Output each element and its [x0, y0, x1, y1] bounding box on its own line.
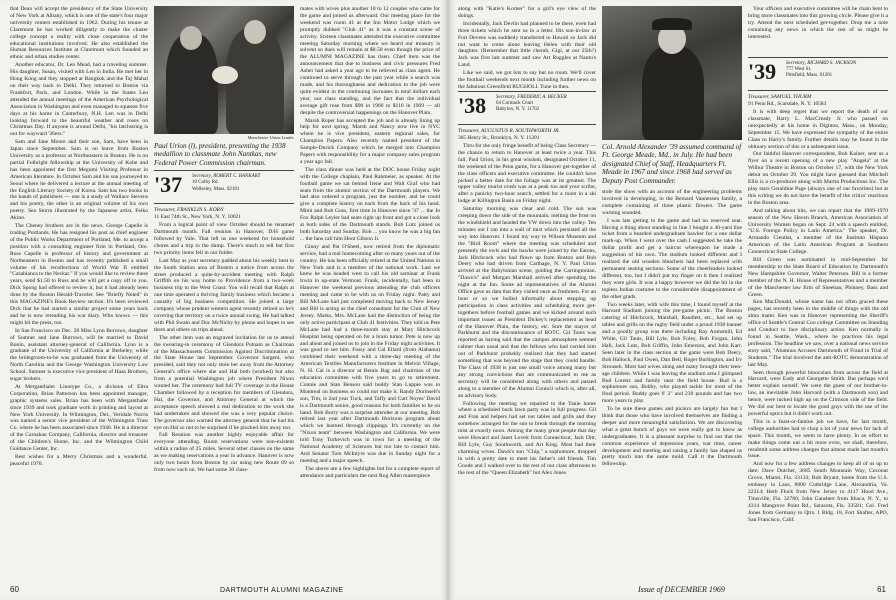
- paragraph: Ken MacDonald, whose name has not often graced these pages, has recently been in the middle of things with the old alma mater. Ken was in Hanover representing the Sheriff's office of Seattle's Central Coo college Committee on Standing and Conduct to face disciplinary action. Ken normally is found in Seattle, Wash., where he practices his legal profession. The headline we saw, over a national news service story said, "Alumnus Accuses Dartmouth of Fraud in Trial of Students." The trial involved the anti-ROTC demonstration of last May.: [748, 299, 888, 368]
- paragraph: Like we said, we got lots to say but no room. We'll cover the football weekends next month including further news on the fabulous Greenfield RUGHOLI. Tune in then.: [458, 70, 596, 88]
- treasurer-address: 91 Penn Rd., Scarsdale, N. Y. 10583: [748, 100, 827, 107]
- paragraph: Thru for the only fringe benefit of being Class Secretary — the chance to return to Hanover at least twice a year. This fall, Paul Urion, in his great wisdom, designated October 11, the weekend of the Penn game, for a Hanover get-together of the class officers and executive committee. He couldn't have picked a better date for the foliage was at its greatest. The upper valley tourist crush was at a peak too and your scribe, after a panicky two-hour search, settled for a room in a ski lodge at Killington Basin on Friday night.: [458, 143, 596, 205]
- paragraph: mates with wives plus another 10 to 12 couples who came for the game and joined us afterward. Our meeting place for the weekend was room 41 at the Inn Motor Lodge which we promptly dubbed "Club 41" as it was a constant scene of activity. Sixteen classmates attended the executive committee meeting Saturday morning where we heard our treasury is solvent so dues will remain at $8.50 even though the price of the ALUMNI MAGAZINE has risen. Chief item was the announcement that due to business and civic pressures Fred Asher had asked a year ago to be relieved as class agent. He continued to serve through the past year while a search was made, and his thoroughness and dedication to the job were quite evident in the continuing increases in total dollars each year, our class standing, and the fact that the individual average gift rose from $90 in 1966 to $116 in 1969 — all despite the controversial happenings on the Hanover Plain.: [300, 6, 440, 116]
- class-37-header: [154, 170, 294, 204]
- paragraph: Seen through powerful binoculars from across the field at Harvard, were Eady and Georgette Smith. But perhaps we'd better explain ourself. We were the guest of our brother-in-law, an inevitable John Harvard (with a Dartmouth son) and hence, were tucked high up on the Crimson side of the field. We did our best to locate the good guys with the use of the powerful optics but it didn't work out.: [748, 369, 888, 417]
- paragraph: The Cheney brothers are in the news. George Capelle is trading Portlands. He has resigned his post as chief engineer of the Public Works Department of Portland, Me. to accept a position with a consulting engineer firm in Portland, Ore. Russ Capelle is professor of history and government at Northeastern in Boston and has recently published a small volume of his recollections of World War II entitled "Casablanca to the Neckar." If you would like to review these years, send $1.50 to Russ and he will get a copy off to you. Dick Spong had offered to review it, but it had already been done by the Boston Herald-Traveler. See "Briefly Noted" in this MAGAZINE's Book Review section. It's been reviewed Dick that he had started a similar project some years back and he is now rereading his war diary. Who knows — this might hit the press, too.: [10, 223, 148, 326]
- secretary-name: Secretary, RICHARD S. JACKSON: [786, 61, 857, 66]
- secretary-block: [496, 95, 567, 114]
- paragraph: The other item was an engraved invitation for us to attend the swearing-in ceremony of Glendora Putnam as Chairman of the Massachusetts Commission Against Discrimination at the State House last September. Governor Sargent, who presided, said they not only stole her away from the Attorney General's office where she and Hal both (worked) but also from a potential Washington job where President Nixon wanted her. The ceremony had full TV coverage in the House Chamber followed by a reception for members of Glendora, Hal, the Governor, and Attorney General at which the acceptance speech showed a real dedication to the work she had undertaken and showed she was a very popular choice. The governor also warned the attorney general that he had his eye on Hal so not to be surprised if he plucked him away too.: [154, 334, 294, 431]
- class-number: '39: [748, 59, 777, 84]
- secretary-block: [786, 61, 856, 80]
- left-column-3: [300, 6, 440, 574]
- paragraph: Your officers and executive committee will be chain bent to bring more classmates into this growing circle. Please give it a try. Attend the next scheduled get-together. Drop me a note containing any news in which the rest of us might be interested.: [748, 6, 888, 40]
- paragraph: The above are a few highlights but for a complete report of attendance and particulars the next Rog Allen masterpiece: [300, 465, 440, 479]
- paragraph: that Dean will accept the presidency of the State University of New York at Albany, which is one of the state's four major university centers established in 1962. During his tenure at Claremont he has worked diligently to make the cluster college concept a reality with close cooperation of the educational institutions involved. He also established the Human Resources Institute at Claremont which founded an ethnic and urban studies center.: [10, 6, 148, 61]
- treasurer-name: Treasurer, FRANKLIN S. KORN: [154, 207, 224, 214]
- paragraph: Bill Green was nominated in mid-September for membership to the State Board of Education by Dartmouth's New Hampshire Governor, Walter Peterson. Bill is a former member of the N. H. House of Representatives and a member of the Manchester law firm of Sheehan, Phinney, Bass and Green.: [748, 257, 888, 298]
- secretary-name: Secretary, ROBERT C. BANKART: [192, 174, 261, 180]
- magazine-title: DARTMOUTH ALUMNI MAGAZINE: [220, 587, 344, 594]
- secretary-address-1: 777 West St.: [786, 67, 812, 73]
- photo-credit: Manchester Union Leader: [247, 135, 294, 140]
- paragraph: From a logical point of view October should be renamed Dartmouth month. Fall reunion in Hanover, D/H game followed by Yale. That left us one weekend for household chores and a trip to the dump. There's much to tell but first two priority items fell in our folder.: [154, 222, 294, 256]
- paragraph: stole the show with an account of the engineering problems involved in developing, in the Bernard Vannessen family, a complete containing of three plastic flowers. The game warning sounded.: [602, 189, 742, 216]
- treasurer-name: Treasurer, SAMUEL THURM: [748, 94, 812, 100]
- left-column-2-text: [154, 222, 294, 568]
- photo-alexander: [602, 6, 742, 140]
- paragraph: Our faithful Hanover correspondent, Bob Kainer, sent us a flyer on a recent opening of a new play "Angela" at the Wilbur Theatre in Boston on October 17, with the New York debut on October 29. You might have guessed that Mitchell Ellis is a co-producer along with Martin Productions Inc. The play stars Geraldine Page (always one of our favorites) but at this writing we do not have the benefit of the critics' reactions in the Boston area.: [748, 151, 888, 206]
- photo-caption: Col. Arnold Alexander '39 assumed command of Ft. George Meade, Md., in July. He had been designated Chief of Staff, Headquarters Ft. Meade in 1967 and since 1968 had served as Deputy Post Commander.: [602, 143, 742, 185]
- secretary-block: [192, 174, 260, 193]
- class-number: '38: [458, 93, 487, 118]
- right-column-1-text: [458, 143, 596, 569]
- right-column-1-top: [458, 6, 596, 88]
- secretary-address-1: 64 Cormack Court: [496, 101, 534, 107]
- secretary-address-2: Wellesley, Mass. 02181: [192, 186, 240, 192]
- treasurer-name: Treasurer, AUGUSTUS R. SOUTHWORTH JR.: [458, 128, 560, 134]
- paragraph: This is a feast-or-famine job we have, for last month, college authorities had to chop a lot of your news for lack of space. This month, we seem to have plenty. In an effort to make things come out a bit more even, we shall, therefore, resubmit some address changes that almost made last month's issue.: [748, 418, 888, 460]
- paragraph: To be sure these games and picnics are largely fun but I think that those who have involved themselves are finding a deeper and more meaningful satisfaction. We are discovering what a great bunch of guys we were really got to know as undergraduates. It is a pleasant surprise to find out that the common experience of depression years, war time, career development and meeting and raising a family has shaped us pretty much into the same mold. Call it the Dartmouth fellowship.: [602, 406, 742, 468]
- paragraph: Ginny and Pat O'Sheel, now retired from the diplomatic service, had a real homecoming after so many years out of the country. He has been officially retired at the United Nations in New York and is a member of the national work. Last we knew he was headed west to call his old seminar at Frank Irwin in up-state Vermont. Frank, incidentally, had been in Hanover the weekend previous attending the club officers meeting and came to be with us on Friday night. Patty and Bill McLane had just completed moving back to New Jersey and Bill is acting as the chief consultant for the Club of New Jersey. Marks, Mrs. McLane had the distinction of being the only active participant at Club 41 festivities. They told us Pete McLane had had a three-month stay at Mary Hitchcock Hospital being operated on for a brain tumor. Pete is now up and about and joined us to join in the Friday night activities. It was good to see him. Fossy and Cal Ellard (from Alabama) combined their weekend with a three-day meeting of the American Textiles Manufacturers Institute in Melvin Village, N. H. Cal is a director at Bemis Bag and chairman of the education committee with five years to go to retirement. Connie and Stan Benson said buddy Stan Luppie was in Montreal on business so could not make it. Randy Dorinsell's son, Tim, is 2nd year Tuck, and Taffy and Curt Noyes' David is a Dartmouth senior, good reasons for both families to be on hand. Bob Burry was a surprise attendee at our meeting. Bob retired last year after Dartmouth Horizons program about which we learned through clippings. It's currently on the "Nixon team" between Washington and California. We were told Tony Turkevich was in town for a meeting of the National Academy of Sciences but too late to contact him. And Senator Tom McIntyre was due in Sunday night for a meeting and a major speech.: [300, 243, 440, 464]
- paragraph: Saturday morning was clear and cold. The sun was creeping down the side of the mountain, melting the frost on the windshield and headed the VW down into the valley. Ten minutes out I ran into a wall of mist which persisted all the way into Hanover. I found my way to Wilson Museum and the "Bird Room" where the meeting was scheduled and presently the owls and the hawks were joined by the Eatons, Jack Hitchcock who had flown up from Boston and Bob Deery who had driven from Carthage, N. Y. Paul Urion arrived at the Babylonian scene, guiding the Carringtonian. "Dawn's" and Morgan Marshall arrived after spending the night at the Inn. Some ad representatives of the Alumni Office gave us data that they visited once as freshmen. For an hour or so we boiled informally about stepping up participation in class activities and scheduling more get-togethers before football games and we kicked around such important issues as President Dickey's replacement as head of the Hanover Plain, the history, etc. Sure the mayor of Parkhurst and the discontinuance of ROTC. Gil Tonis was reported as having said that the campus atmosphere seemed calmer than usual and that the fellows who had carried him out of Parkhurst probably realized that they had started something that was beyond the stage that they could handle. The Class of 1938 is just one small voice among many but any strong convictions that are communicated to me as secretary will be considered along with others and passed along to a member of the Alumni Council which is, after all, an advisory body.: [458, 206, 596, 399]
- paragraph: Incidentally, Jack Devlin had planned to be there, even had three tickets which he sent us in a letter. His son-in-law at Fort Devens was suddenly transferred to Hawaii so Jack did not want to come alone leaving Helen with their old daughter. (Remember that little cherub, Gigi, at our 25th?) Jack was first last summer and saw Art Ruggles at Nantu's Land.: [458, 20, 596, 69]
- right-column-3-top: [748, 6, 888, 54]
- left-column-2: [154, 6, 294, 568]
- paragraph: The class dinner was held at the DOC house Friday night with the College chaplain, Paul Rahmeier, as speaker. At the football game we sat behind Irene and Walt Graf who had seats from the alumni section of the Dartmouth players. We had also ordered a program, just the number, and he could give a complete history on each from the back of his head. Mimi and Bob Goss, first time in Hanover since '37 ... the Jo Fox Ralph Leyler had seats right up front and got a close look at both sides of the Dartmouth stands. Bob Lutz joined us both Saturday and Sunday. Bob ... you know he was a big fan ... the fans call him Hoot Gibson Jr.: [300, 166, 440, 242]
- paragraph: Last May as your secretary padded about his weekly beat in the South Station area of Boston a notice from across the street produced a quite-by-accident meeting with Ralph Griffith on his way home to Providence from a two-week business trip to the West Coast. You will recall that Ralph at one time operated a thriving family business which became a casualty of big business competition. He joined a large company whose prudent western agent recently retired so he's covering that territory on a twice annual swing. He had talked with Phil Swain and Doc McNichy by phone and hopes to see them and others on trips ahead.: [154, 257, 294, 333]
- secretary-address-2: Pittsfield, Mass. 01201: [786, 73, 833, 79]
- right-column-2: [602, 6, 742, 569]
- right-column-3: [748, 6, 888, 571]
- paragraph: In San Francisco on Dec. 28 Miss Lynn Burrows, daughter of Sumner and Jane Burrows, will be married to David Bonin, assistant attorney-general of California. Lynn is a graduate of the University of California at Berkeley, while the bridegroom-to-be was graduated from the University of North Carolina and the George Washington University Law School. Sumner is executive vice president of Haas Brothers, sugar brokers.: [10, 327, 148, 383]
- paragraph: Following the meeting we repaired to the Tauie home where a scheduled buck lawn party was in full progress. Gil and Fran and helpers had set out tables and grills and they somehow arranged for the sun to break through the morning mist at exactly noon. Among the many great people that day were Howard and Janet Loveit from Connecticut, Jack Ditt, Bill Lyle, Guy Southworth, and Art King. Most had their charming wives. Dawk's son "Chip," a sophomore, dropped in with a pretty date to meet his father's old friends. Tim Goode and I walked over to the rest of our class afternoon to the rest of the "Queen Elizabeth" but Alex Jones: [458, 400, 596, 476]
- paragraph: Sam and Jane Moore and their son, Sam, have been in Japan since September. Sam is on leave from Boston University as a professor at Northeastern in Boston. He is on partial Fulbright fellowship at the University of Kobe and has been appointed the first Megumi Visiting Professor in American literature. In October Sam and his son journeyed to Seoul where he delivered a lecture at the annual meeting of the English Literary Society of Korea. Sam has two books in the hands of publishers — one is a study of Wallace Stevens and his poetry, the other is an original volume of his own poetry. Sea Storm illustrated by the Japanese artist, Feiko Akino.: [10, 139, 148, 222]
- right-column-3-text: [748, 109, 888, 571]
- class-38-header: [458, 91, 596, 125]
- page-number-left: 60: [10, 585, 19, 594]
- paragraph: It is with deep regret that we report the death of our classmate, Harry L. MacCready Jr. who passed on unexpectedly at his home in Dighton, Mass., on Monday, September 15. We have expressed the sympathy of the entire Class to Harry's family. Further details may be found in the obituary section of this or a subsequent issue.: [748, 109, 888, 150]
- secretary-name: Secretary, FREDERIC A. BECKER: [496, 95, 567, 100]
- paragraph: Marsh Roper has accepted the job and is already lining up help for next spring. Marsh and Nancy now live in NYC where he is vice president, eastern regional sales, for Champion Papers. Also recently named president of the Sample-Durick Company which he merged into Champion Papers with responsibility for a major company sales program a year ago fall.: [300, 117, 440, 165]
- secretary-address-1: 10 Colby Rd.: [192, 180, 219, 186]
- class-number: '37: [154, 172, 183, 198]
- right-column-2-text: [602, 189, 742, 573]
- paragraph: And now for a few address changes to keep all of us up to date: Dave Dutcher, 3685 South Mountain Way, Coconut Grove, Miami, Fla. 33133; Bob Bryant, home from the U.S. embassy in Laos, 8000 Cutbridge Lane, Alexandria, Va. 22314; Herb Fluck from New Jersey to 4117 Hood Ave., Titusville, Fla. 32780; John Gansbert from Ithaca, N. Y., to 4314 Mangrove Point Rd., Sarasota, Fla. 33581; Col. Fred Jones from Germany to Qtrs. 1 Bldg. 18, Fort Shafter, APO, San Francisco, Calif.: [748, 461, 888, 523]
- treasurer-block: [458, 128, 596, 141]
- right-page: [448, 0, 896, 600]
- photo-caption: Paul Urion (l), president, presenting the 1938 medallion to classmate John Nantkas, new Federal Power Commission chairman.: [154, 142, 286, 167]
- paragraph: Another educator, Dr. Len Mead, had a traveling summer. His daughter, Susan, visited with Len in India. He met her in Hong Kong and they stopped at Bangkok and the Taj Mahal on their way back to Delhi. They returned to Boston via Frankfurt, Paris, and London. While in the States Len attended the annual meetings of the American Psychological Association in Washington and even managed to squeeze five days at his home in Canterbury, N.H. Len was in Delhi looking forward to the beautiful weather and roses on Christmas Day. If anyone is around Delhi, "his latchstring is out for wayward '36ers.": [10, 62, 148, 138]
- treasurer-address: 11 East 74th St., New York, N. Y. 10021: [154, 213, 241, 220]
- treasurer-address: 365 Henry St., Brooklyn, N. Y. 11201: [458, 134, 540, 141]
- page-number-right: 61: [877, 585, 886, 594]
- paragraph: I was late getting to the game and had no reserved seat. Having a thing about standing in line I bought a 40-yard line ticket from a bearded undergraduate hawker for a one dollar mark-up. When I went over the cash I suggested he take the dollar profit and get a haircut whereupon he made a suggestion of his own. The stadium looked different and I realized the old wooden bleachers had been replaced with permanent seating sections. Some of the cheerleaders looked different, too, but I didn't put my finger on it then I realized they were girls. It was a happy however we did the bit in the topless Indian costume to the considerable disappointment of the other grads.: [602, 217, 742, 300]
- photo-urion-nantkas: [154, 6, 294, 134]
- paragraph: And talking about hits, we can report that the 1969-1970 season of the New Haven Branch, American Association of University Women began on Sept. 24 with a speech entitled, "U.S. Foreign Policy in Latin America." The speaker, Dr. Armando Cieutlat, a member of the Instituto Hispano American of the Latin American Program at Southern Connecticut State College.: [748, 207, 888, 256]
- paragraph: Fall Reunion was another highly enjoyable affair for everyone attending. Room reservations were non-existent within a radius of 25 miles. Several other classes on the same as we making reservations a year in advance. Hanover is now only two hours from Boston by car using new Route 89 so from now such on. We had some 30 class-: [154, 432, 294, 473]
- issue-label: Issue of DECEMBER 1969: [638, 585, 725, 594]
- paragraph: Best wishes for a Merry Christmas and a wonderful, peaceful 1970.: [10, 454, 148, 467]
- treasurer-block: [154, 207, 294, 220]
- secretary-address-2: Babylon, N. Y. 11702: [496, 107, 540, 113]
- class-39-header: [748, 57, 888, 91]
- paragraph: At Merganthaler Linotype Co., a division of Eltra Corporation, Brian Patterson has been appointed manager, graphic systems sales. Brian has been with Merganthaler since 1939 and took graduate work in printing and layout at New York University. In Wilmington, Del., Veridale Norris was named a senior vice president of the Wilmington Trust Co. where he has been associated since 1940. He is a director of the Carnahan Company, California, director and treasurer of the Children's Home, Inc. and the Wilmington Child Guidance Center, Inc.: [10, 383, 148, 453]
- left-column-1: [10, 6, 148, 574]
- paragraph: Two weeks later, with wife this time, I found myself at the Harvard Stadium joining the pre-game picnic. The Boston catering of Hitchcock, Marshall, Randlett, etc., had set up tables and grills on the rugby field under a proud 1938 banner and a goodly group was there including Ray Aumsmill, Ed White, Gil Tauis, Bill Lyle, Bob Foley, Bob Forgan, John Hall, Jack Lutz, Bob Griffin, John Emerson, and John Karr. Seen later in the class section at the game were Bob Deery, Bob Hallock, Paul Owen, Dan Bell, Roger Burlington, and Irv Strouseh. Most had wives along and many brought their teen-age children. While I was leaving the stadium area I glimpsed Bud Lorenz and family near the field house. Bud is a sophomore son, Bobby, who played tackle for most of the final period. Buddy goes 6' 2" and 230 pounds and has two more years to play.: [602, 301, 742, 405]
- right-column-1: [458, 6, 596, 569]
- treasurer-block: [748, 94, 888, 107]
- paragraph: along with "Katie's Korner" for a girl's eye view of the doings.: [458, 6, 596, 19]
